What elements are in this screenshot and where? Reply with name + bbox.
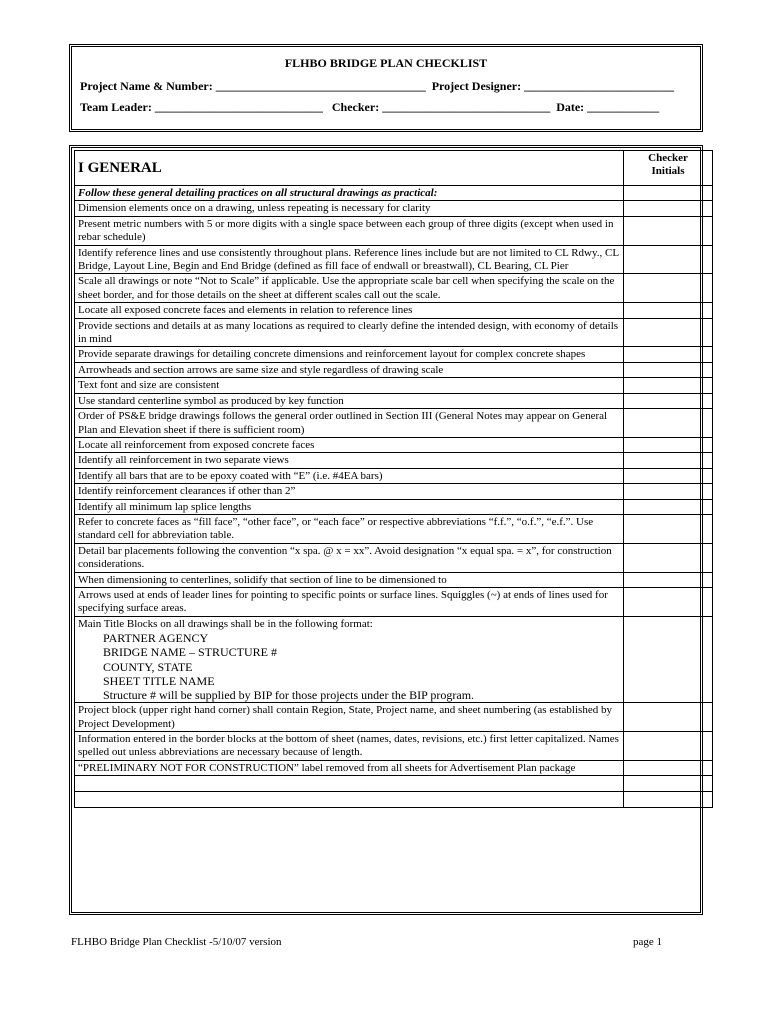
initials-cell[interactable] xyxy=(624,362,713,377)
checker-head-line1: Checker xyxy=(648,152,688,164)
initials-cell[interactable] xyxy=(624,245,713,274)
checklist-item: Identify all minimum lap splice lengths xyxy=(75,499,624,514)
checklist-item: Order of PS&E bridge drawings follows the general order outlined in Section III (General Notes may appear on General Plan and Elevation sheet if there is sufficient room) xyxy=(75,409,624,438)
table-row xyxy=(75,760,713,775)
checklist-table xyxy=(74,150,713,808)
table-row xyxy=(75,587,713,616)
intro-row xyxy=(75,186,713,201)
checklist-item xyxy=(75,776,624,792)
initials-cell[interactable] xyxy=(624,572,713,587)
table-row xyxy=(75,378,713,393)
table-row xyxy=(75,437,713,452)
checklist-item: Locate all reinforcement from exposed concrete faces xyxy=(75,437,624,452)
initials-cell[interactable] xyxy=(624,216,713,245)
checklist-item: Arrowheads and section arrows are same size and style regardless of drawing scale xyxy=(75,362,624,377)
checklist-item: Identify all bars that are to be epoxy coated with “E” (i.e. #4EA bars) xyxy=(75,468,624,483)
table-row xyxy=(75,572,713,587)
section-header-row xyxy=(75,151,713,186)
checklist-item: Provide separate drawings for detailing concrete dimensions and reinforcement layout for complex concrete shapes xyxy=(75,347,624,362)
footer-page-number: page 1 xyxy=(632,936,662,948)
title-block-line: PARTNER AGENCY xyxy=(103,631,209,646)
initials-cell[interactable] xyxy=(624,760,713,775)
checklist-item: Identify reference lines and use consistently throughout plans. Reference lines include but are not limited to CL Rdwy., CL Bridge, Layout Line, Begin and End Bridge (defined as fill face of endwall or breastwall), CL Bearing, CL Pier xyxy=(75,245,624,274)
table-row xyxy=(75,484,713,499)
checker-head-line2: Initials xyxy=(651,165,685,178)
table-row xyxy=(75,318,713,347)
initials-cell[interactable] xyxy=(624,703,713,732)
title-block-line: COUNTY, STATE xyxy=(103,659,193,674)
document-title: FLHBO BRIDGE PLAN CHECKLIST xyxy=(284,56,488,70)
section-title-cell xyxy=(75,151,624,186)
table-row xyxy=(75,347,713,362)
checklist-item: Project block (upper right hand corner) shall contain Region, State, Project name, and sheet numbering (as established by Project Development) xyxy=(75,703,624,732)
checklist-item: Arrows used at ends of leader lines for pointing to specific points or surface lines. Squiggles (~) at ends of lines used for specifying surface areas. xyxy=(75,587,624,616)
initials-cell[interactable] xyxy=(624,274,713,303)
initials-cell[interactable] xyxy=(624,543,713,572)
checklist-item: Provide sections and details at as many locations as required to clearly define the intended design, with economy of details in mind xyxy=(75,318,624,347)
checklist-item xyxy=(75,792,624,808)
checklist-item: Dimension elements once on a drawing, unless repeating is necessary for clarity xyxy=(75,201,624,216)
initials-cell[interactable] xyxy=(624,186,713,201)
initials-cell[interactable] xyxy=(624,468,713,483)
title-block-item xyxy=(75,616,624,702)
table-row xyxy=(75,362,713,377)
table-row xyxy=(75,274,713,303)
title-block-line: SHEET TITLE NAME xyxy=(103,673,215,688)
section-title: I GENERAL xyxy=(78,160,162,176)
intro-text: Follow these general detailing practices on all structural drawings as practical: xyxy=(75,186,624,201)
table-row xyxy=(75,543,713,572)
checklist-item: When dimensioning to centerlines, solidify that section of line to be dimensioned to xyxy=(75,572,624,587)
table-row xyxy=(75,792,713,808)
initials-cell[interactable] xyxy=(624,616,713,702)
table-row xyxy=(75,201,713,216)
initials-cell[interactable] xyxy=(624,776,713,792)
initials-cell[interactable] xyxy=(624,201,713,216)
header-box xyxy=(69,44,703,132)
checklist-item: Use standard centerline symbol as produced by key function xyxy=(75,393,624,408)
table-row xyxy=(75,616,713,702)
team-info-line: Team Leader: ____________________________ Checker: ____________________________ Date: ____________ xyxy=(80,100,660,114)
table-row xyxy=(75,409,713,438)
table-row xyxy=(75,499,713,514)
table-row xyxy=(75,776,713,792)
initials-cell[interactable] xyxy=(624,587,713,616)
initials-cell[interactable] xyxy=(624,453,713,468)
initials-cell[interactable] xyxy=(624,347,713,362)
table-row xyxy=(75,514,713,543)
table-row xyxy=(75,393,713,408)
checklist-item: Detail bar placements following the convention “x spa. @ x = xx”. Avoid designation “x equal spa. = x”, for construction considerations. xyxy=(75,543,624,572)
table-row xyxy=(75,216,713,245)
footer-version: FLHBO Bridge Plan Checklist -5/10/07 version xyxy=(71,936,282,948)
checklist-item: Locate all exposed concrete faces and elements in relation to reference lines xyxy=(75,303,624,318)
initials-cell[interactable] xyxy=(624,318,713,347)
checklist-box xyxy=(69,145,703,915)
checklist-item: Identify all reinforcement in two separate views xyxy=(75,453,624,468)
initials-cell[interactable] xyxy=(624,303,713,318)
initials-cell[interactable] xyxy=(624,792,713,808)
checker-initials-header xyxy=(624,151,713,186)
title-block-intro: Main Title Blocks on all drawings shall be in the following format: xyxy=(78,617,373,630)
initials-cell[interactable] xyxy=(624,484,713,499)
table-row xyxy=(75,303,713,318)
checklist-item: “PRELIMINARY NOT FOR CONSTRUCTION” label removed from all sheets for Advertisement Plan package xyxy=(75,760,624,775)
checklist-item: Text font and size are consistent xyxy=(75,378,624,393)
table-row xyxy=(75,732,713,761)
project-info-line: Project Name & Number: ___________________________________ Project Designer: _________________________ xyxy=(80,79,675,93)
initials-cell[interactable] xyxy=(624,409,713,438)
title-block-line: Structure # will be supplied by BIP for those projects under the BIP program. xyxy=(103,688,475,702)
checklist-item: Refer to concrete faces as “fill face”, “other face”, or “each face” or respective abbreviations “f.f.”, “o.f.”, “e.f.”. Use standard cell for abbreviation table. xyxy=(75,514,624,543)
initials-cell[interactable] xyxy=(624,378,713,393)
table-row xyxy=(75,245,713,274)
checklist-item: Present metric numbers with 5 or more digits with a single space between each group of three digits (except when used in rebar schedule) xyxy=(75,216,624,245)
checklist-item: Scale all drawings or note “Not to Scale” if applicable. Use the appropriate scale bar cell when specifying the scale on the sheet border, and for those details on the sheet at different scales call out the scale. xyxy=(75,274,624,303)
title-block-line: BRIDGE NAME – STRUCTURE # xyxy=(103,645,278,660)
checklist-item: Identify reinforcement clearances if other than 2” xyxy=(75,484,624,499)
initials-cell[interactable] xyxy=(624,514,713,543)
checklist-item: Information entered in the border blocks at the bottom of sheet (names, dates, revisions, etc.) first letter capitalized. Names spelled out unless abbreviations are necessary because of length. xyxy=(75,732,624,761)
initials-cell[interactable] xyxy=(624,393,713,408)
initials-cell[interactable] xyxy=(624,499,713,514)
initials-cell[interactable] xyxy=(624,732,713,761)
table-row xyxy=(75,703,713,732)
table-row xyxy=(75,468,713,483)
initials-cell[interactable] xyxy=(624,437,713,452)
table-row xyxy=(75,453,713,468)
